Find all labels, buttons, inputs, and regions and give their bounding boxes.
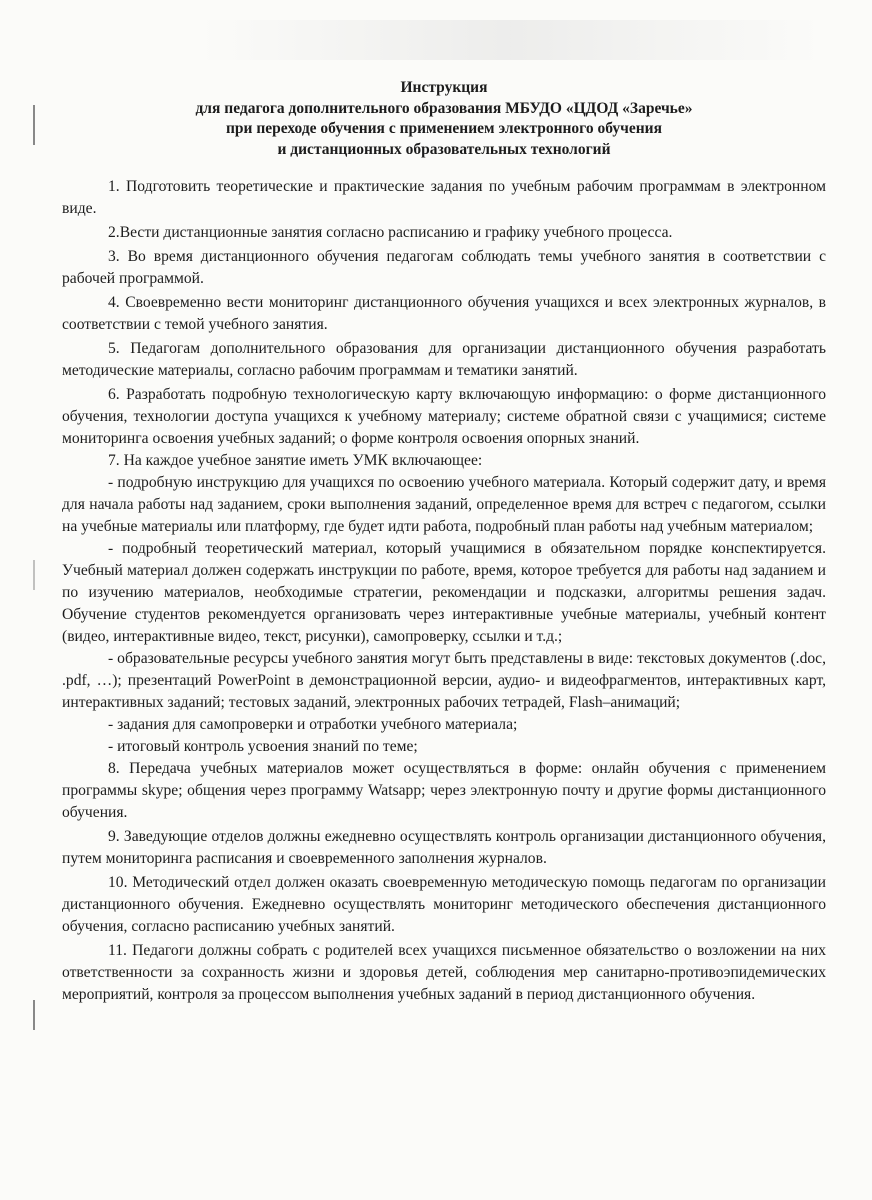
document-body xyxy=(62,176,826,1006)
paragraph: 9. Заведующие отделов должны ежедневно осуществлять контроль организации дистанционного обучения, путем мониторинга расписания и своевременного заполнения журналов. xyxy=(62,828,826,867)
document-title xyxy=(62,78,826,160)
scan-edge-line xyxy=(33,1000,35,1030)
title-line: при переходе обучения с применением электронного обучения xyxy=(226,120,662,137)
paragraph: 6. Разработать подробную технологическую карту включающую информацию: о форме дистанционного обучения, технологии доступа учащихся к учебному материалу; системе обратной связи с учащимися; системе мониторинга освоения учебных заданий; о форме контроля освоения опорных знаний. xyxy=(62,386,826,447)
list-item: - задания для самопроверки и отработки учебного материала; xyxy=(108,716,518,733)
scan-edge-line xyxy=(33,560,35,590)
paragraph: 7. На каждое учебное занятие иметь УМК включающее: xyxy=(108,452,483,469)
scan-smudge xyxy=(200,20,820,60)
paragraph: 11. Педагоги должны собрать с родителей всех учащихся письменное обязательство о возложении на них ответственности за сохранность жизни и здоровья детей, соблюдения мер санитарно-противоэпидемических мероприятий, контроля за процессом выполнения учебных заданий в период дистанционного обучения. xyxy=(62,942,826,1003)
list-item: - подробную инструкцию для учащихся по освоению учебного материала. Который содержит дату, и время для начала работы над заданием, сроки выполнения заданий, определенное время для встреч с педагогом, ссылки на учебные материалы или платформу, где будет идти работа, подробный план работы над учебным материалом; xyxy=(62,474,826,535)
paragraph: 4. Своевременно вести мониторинг дистанционного обучения учащихся и всех электронных журналов, в соответствии с темой учебного занятия. xyxy=(62,294,826,333)
title-line: Инструкция xyxy=(400,79,488,96)
list-item: - подробный теоретический материал, который учащимися в обязательном порядке конспектируется. Учебный материал должен содержать инструкции по работе, время, которое требуется для работы над заданием и по изучению материалов, необходимые стратегии, рекомендации и подсказки, алгоритмы решения задач. Обучение студентов рекомендуется организовать через интерактивные учебные материалы, учебный контент (видео, интерактивные видео, текст, рисунки), самопроверку, ссылки и т.д.; xyxy=(62,540,826,645)
title-line: для педагога дополнительного образования МБУДО «ЦДОД «Заречье» xyxy=(195,99,693,117)
paragraph: 1. Подготовить теоретические и практические задания по учебным рабочим программам в электронном виде. xyxy=(62,178,826,217)
title-line: и дистанционных образовательных технологий xyxy=(277,140,611,158)
paragraph: 8. Передача учебных материалов может осуществляться в форме: онлайн обучения с применением программы skype; общения через программу Watsapp; через электронную почту и другие формы дистанционного обучения. xyxy=(62,760,826,821)
list-item: - итоговый контроль усвоения знаний по теме; xyxy=(108,738,418,755)
paragraph: 5. Педагогам дополнительного образования для организации дистанционного обучения разработать методические материалы, согласно рабочим программам и тематики занятий. xyxy=(62,340,826,379)
paragraph: 2.Вести дистанционные занятия согласно расписанию и графику учебного процесса. xyxy=(108,224,673,241)
list-item: - образовательные ресурсы учебного занятия могут быть представлены в виде: текстовых документов (.doc, .pdf, …); презентаций PowerPoint в демонстрационной версии, аудио- и видеофрагментов, интерактивных карт, интерактивных заданий; тестовых заданий, электронных рабочих тетрадей, Flash–анимаций; xyxy=(62,650,826,711)
paragraph: 10. Методический отдел должен оказать своевременную методическую помощь педагогам по организации дистанционного обучения. Ежедневно осуществлять мониторинг методического обеспечения дистанционного обучения, согласно расписанию учебных занятий. xyxy=(62,874,826,935)
paragraph: 3. Во время дистанционного обучения педагогам соблюдать темы учебного занятия в соответствии с рабочей программой. xyxy=(62,248,826,287)
scan-edge-line xyxy=(33,105,35,145)
